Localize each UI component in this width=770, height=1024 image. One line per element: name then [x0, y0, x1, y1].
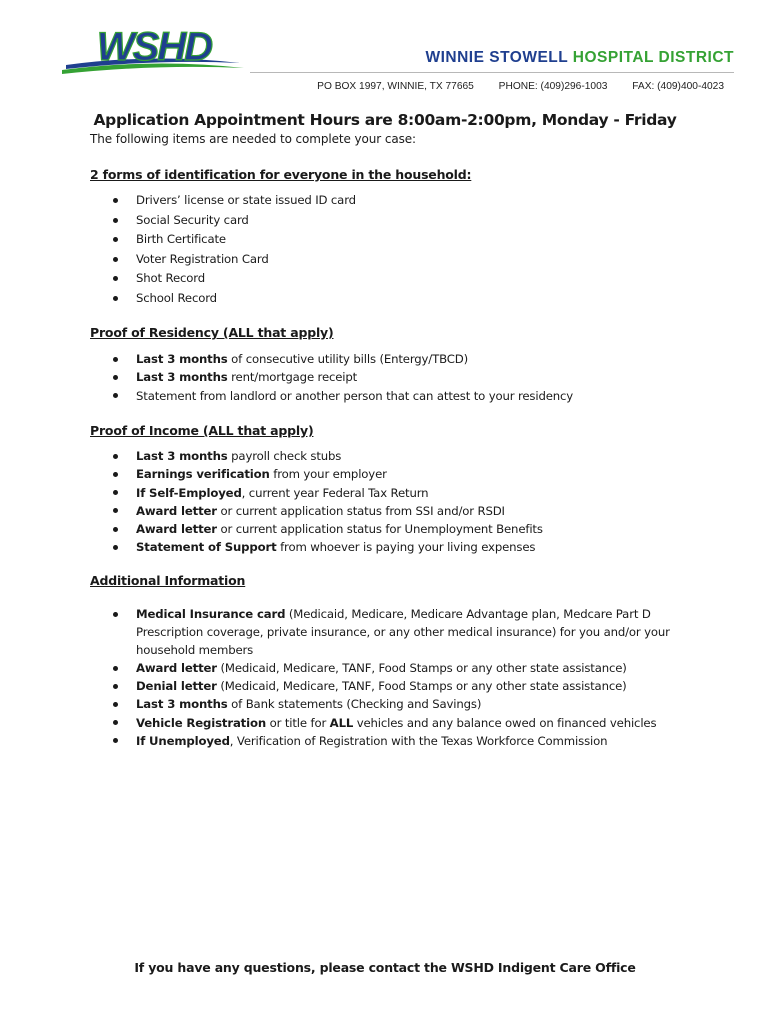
residency-heading: Proof of Residency (ALL that apply) — [90, 325, 334, 340]
list-item: School Record — [90, 289, 670, 309]
org-name-part1: WINNIE STOWELL — [425, 49, 568, 66]
list-item: Earnings verification from your employer — [90, 465, 670, 483]
additional-list — [90, 605, 670, 750]
organization-name — [425, 49, 734, 67]
list-item: Drivers’ license or state issued ID card — [90, 191, 670, 211]
list-item: Social Security card — [90, 211, 670, 231]
wshd-logo — [60, 20, 250, 76]
contact-line — [317, 81, 724, 92]
list-item: Denial letter (Medicaid, Medicare, TANF, Food Stamps or any other state assistance) — [90, 677, 670, 695]
list-item: Award letter (Medicaid, Medicare, TANF, Food Stamps or any other state assistance) — [90, 659, 670, 677]
intro-text: The following items are needed to complete your case: — [90, 132, 416, 146]
footer-note: If you have any questions, please contact the WSHD Indigent Care Office — [134, 960, 636, 975]
fax-number: FAX: (409)400-4023 — [632, 81, 724, 92]
list-item: Last 3 months rent/mortgage receipt — [90, 368, 670, 386]
list-item: Vehicle Registration or title for ALL vehicles and any balance owed on financed vehicles — [90, 714, 670, 732]
list-item: Statement of Support from whoever is paying your living expenses — [90, 538, 670, 556]
header-divider — [250, 72, 734, 73]
residency-list — [90, 350, 670, 405]
org-name-part2: HOSPITAL DISTRICT — [572, 49, 734, 66]
list-item: Last 3 months of consecutive utility bills (Entergy/TBCD) — [90, 350, 670, 368]
list-item: If Unemployed, Verification of Registration with the Texas Workforce Commission — [90, 732, 670, 750]
income-list — [90, 447, 670, 557]
logo-text: WSHD — [96, 25, 212, 69]
list-item: Voter Registration Card — [90, 250, 670, 270]
income-heading: Proof of Income (ALL that apply) — [90, 423, 314, 438]
list-item: Last 3 months of Bank statements (Checking and Savings) — [90, 695, 670, 713]
list-item: Birth Certificate — [90, 230, 670, 250]
list-item: If Self-Employed, current year Federal Tax Return — [90, 484, 670, 502]
list-item: Award letter or current application status from SSI and/or RSDI — [90, 502, 670, 520]
mailing-address: PO BOX 1997, WINNIE, TX 77665 — [317, 81, 474, 92]
list-item: Last 3 months payroll check stubs — [90, 447, 670, 465]
identification-list — [90, 191, 670, 308]
list-item: Medical Insurance card (Medicaid, Medicare, Medicare Advantage plan, Medcare Part D Prescription coverage, private insurance, or any other medical insurance) for you and/or your household members — [90, 605, 670, 659]
additional-heading: Additional Information — [90, 573, 246, 588]
list-item: Statement from landlord or another person that can attest to your residency — [90, 387, 670, 405]
identification-heading: 2 forms of identification for everyone in the household: — [90, 167, 472, 182]
list-item: Award letter or current application status for Unemployment Benefits — [90, 520, 670, 538]
list-item: Shot Record — [90, 269, 670, 289]
phone-number: PHONE: (409)296-1003 — [498, 81, 608, 92]
page-title: Application Appointment Hours are 8:00am-2:00pm, Monday - Friday — [93, 111, 677, 129]
